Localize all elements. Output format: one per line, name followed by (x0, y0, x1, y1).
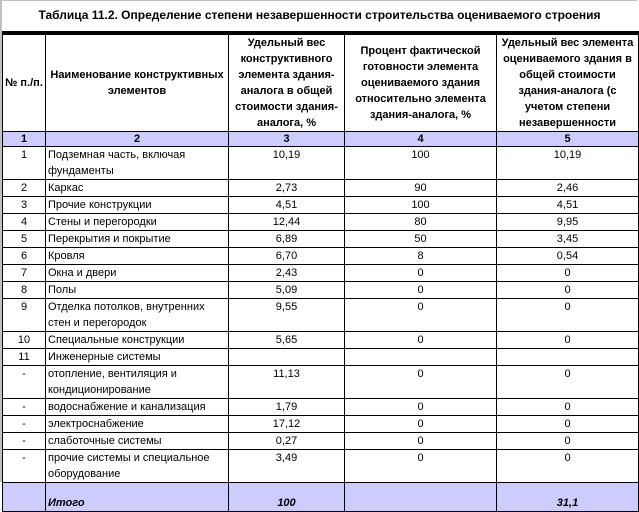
header-element-name: Наименование конструктивных элементов (46, 33, 229, 132)
row-number: 8 (3, 282, 46, 299)
element-name: Каркас (46, 180, 229, 197)
row-number: 6 (3, 248, 46, 265)
element-name: водоснабжение и канализация (46, 399, 229, 416)
row-number: 10 (3, 332, 46, 349)
evaluated-weight: 9,95 (497, 214, 639, 231)
analog-weight: 4,51 (229, 197, 345, 214)
element-name: отопление, вентиляция и кондиционирование (46, 366, 229, 399)
header-evaluated-weight: Удельный вес элемента оцениваемого здания в общей стоимости здания-аналога (с учетом степени незавершенности (497, 33, 639, 132)
column-number: 1 (3, 132, 46, 147)
evaluated-weight: 0 (497, 265, 639, 282)
evaluated-weight: 0 (497, 450, 639, 483)
header-row (3, 33, 639, 132)
header-readiness-percent: Процент фактической готовности элемента оцениваемого здания относительно элемента здания-аналога, % (345, 33, 497, 132)
readiness-percent: 80 (345, 214, 497, 231)
row-number: - (3, 416, 46, 433)
header-number: № п./п. (3, 33, 46, 132)
readiness-percent: 0 (345, 450, 497, 483)
row-number: 3 (3, 197, 46, 214)
element-name: Специальные конструкции (46, 332, 229, 349)
total-readiness (345, 483, 497, 512)
readiness-percent: 0 (345, 416, 497, 433)
readiness-percent: 8 (345, 248, 497, 265)
readiness-percent: 100 (345, 147, 497, 180)
evaluated-weight: 0 (497, 416, 639, 433)
analog-weight: 2,43 (229, 265, 345, 282)
table-row (3, 349, 639, 366)
evaluated-weight: 2,46 (497, 180, 639, 197)
element-name: Отделка потолков, внутренних стен и перегородок (46, 299, 229, 332)
readiness-percent: 0 (345, 433, 497, 450)
row-number: - (3, 399, 46, 416)
table-row (3, 231, 639, 248)
analog-weight: 6,70 (229, 248, 345, 265)
table-row (3, 433, 639, 450)
table-row (3, 366, 639, 399)
element-name: Инженерные системы (46, 349, 229, 366)
evaluated-weight (497, 349, 639, 366)
table-row (3, 197, 639, 214)
element-name: Стены и перегородки (46, 214, 229, 231)
element-name: Полы (46, 282, 229, 299)
table-row (3, 265, 639, 282)
table-row (3, 214, 639, 231)
element-name: Окна и двери (46, 265, 229, 282)
readiness-percent: 90 (345, 180, 497, 197)
analog-weight: 10,19 (229, 147, 345, 180)
evaluated-weight: 0,54 (497, 248, 639, 265)
total-label: Итого (46, 483, 229, 512)
table-row (3, 416, 639, 433)
evaluated-weight: 0 (497, 282, 639, 299)
total-result: 31,1 (497, 483, 639, 512)
readiness-percent: 100 (345, 197, 497, 214)
row-number: - (3, 433, 46, 450)
evaluated-weight: 0 (497, 332, 639, 349)
analog-weight: 17,12 (229, 416, 345, 433)
element-name: Кровля (46, 248, 229, 265)
table-row (3, 147, 639, 180)
column-number: 2 (46, 132, 229, 147)
evaluated-weight: 0 (497, 366, 639, 399)
row-number: - (3, 450, 46, 483)
table-row (3, 450, 639, 483)
analog-weight: 0,27 (229, 433, 345, 450)
analog-weight: 5,65 (229, 332, 345, 349)
total-number-cell (3, 483, 46, 512)
construction-completion-table (2, 31, 639, 512)
column-number: 5 (497, 132, 639, 147)
readiness-percent: 0 (345, 265, 497, 282)
table-row (3, 332, 639, 349)
table-body (3, 147, 639, 483)
analog-weight: 1,79 (229, 399, 345, 416)
row-number: 9 (3, 299, 46, 332)
element-name: электроснабжение (46, 416, 229, 433)
analog-weight: 6,89 (229, 231, 345, 248)
table-row (3, 399, 639, 416)
total-row (3, 483, 639, 512)
element-name: Перекрытия и покрытие (46, 231, 229, 248)
row-number: 11 (3, 349, 46, 366)
readiness-percent: 0 (345, 299, 497, 332)
evaluated-weight: 3,45 (497, 231, 639, 248)
analog-weight: 5,09 (229, 282, 345, 299)
readiness-percent: 0 (345, 366, 497, 399)
column-number: 4 (345, 132, 497, 147)
row-number: 7 (3, 265, 46, 282)
evaluated-weight: 4,51 (497, 197, 639, 214)
row-number: 2 (3, 180, 46, 197)
element-name: слаботочные системы (46, 433, 229, 450)
table-row (3, 282, 639, 299)
evaluated-weight: 0 (497, 299, 639, 332)
analog-weight: 2,73 (229, 180, 345, 197)
table-title: Таблица 11.2. Определение степени незавершенности строительства оцениваемого строения (38, 8, 601, 22)
analog-weight: 3,49 (229, 450, 345, 483)
analog-weight (229, 349, 345, 366)
row-number: 4 (3, 214, 46, 231)
row-number: - (3, 366, 46, 399)
readiness-percent: 0 (345, 332, 497, 349)
evaluated-weight: 0 (497, 433, 639, 450)
row-number: 5 (3, 231, 46, 248)
evaluated-weight: 0 (497, 399, 639, 416)
analog-weight: 12,44 (229, 214, 345, 231)
row-number: 1 (3, 147, 46, 180)
evaluated-weight: 10,19 (497, 147, 639, 180)
readiness-percent (345, 349, 497, 366)
header-analog-weight: Удельный вес конструктивного элемента здания-аналога в общей стоимости здания-аналога, % (229, 33, 345, 132)
column-number-row (3, 132, 639, 147)
readiness-percent: 0 (345, 399, 497, 416)
element-name: Подземная часть, включая фундаменты (46, 147, 229, 180)
element-name: прочие системы и специальное оборудование (46, 450, 229, 483)
total-weight: 100 (229, 483, 345, 512)
table-row (3, 299, 639, 332)
column-number: 3 (229, 132, 345, 147)
analog-weight: 11,13 (229, 366, 345, 399)
analog-weight: 9,55 (229, 299, 345, 332)
readiness-percent: 0 (345, 282, 497, 299)
readiness-percent: 50 (345, 231, 497, 248)
table-row (3, 248, 639, 265)
element-name: Прочие конструкции (46, 197, 229, 214)
table-row (3, 180, 639, 197)
